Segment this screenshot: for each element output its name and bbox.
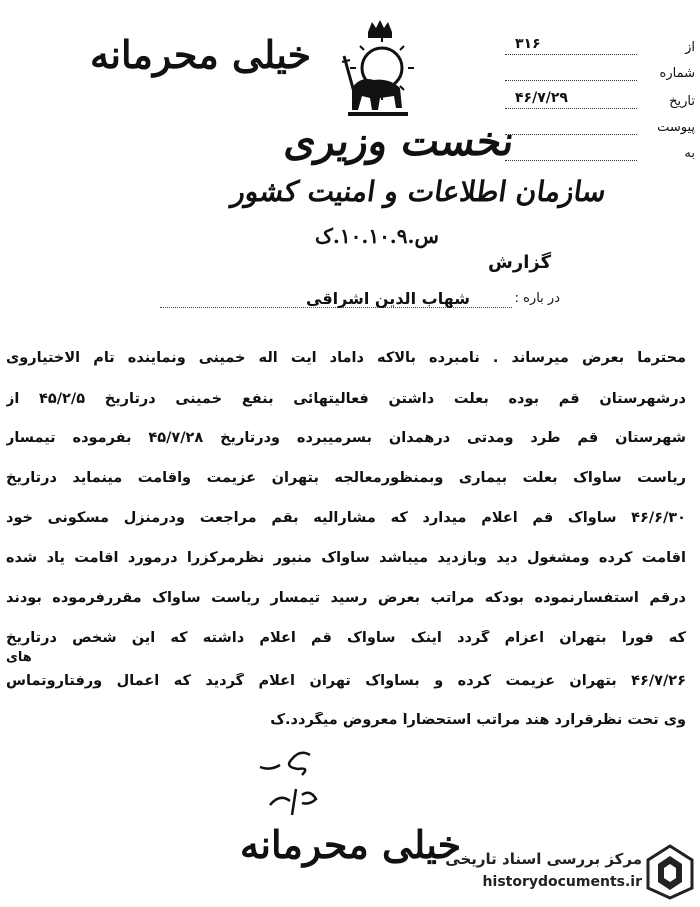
body-line: وی تحت نظرقرارد هند مراتب استحضاراً معروض میگردد.ک — [270, 712, 686, 728]
margin-note: های — [6, 650, 32, 665]
body-line: ریاست ساواک بعلت بیماری وبمنظورمعالجه بتهران عزیمت واقامت مینماید درتاریخ — [6, 470, 686, 486]
field-label: به — [684, 146, 695, 161]
field-attachment — [505, 120, 695, 140]
org-name-secondary: سازمان اطلاعات و امنیت کشور — [229, 175, 609, 208]
body-line: درشهرستان قم بوده بعلت داشتن فعالیتهائی بنفع خمینی درتاریخ ۴۵/۲/۵ از — [6, 391, 686, 407]
field-number — [505, 66, 695, 86]
body-line: درقم استفسارنموده بودکه مراتب بعرض رسید تیمسار ریاست ساواک مقررفرموده بودند — [6, 590, 686, 606]
field-value: ۴۶/۷/۲۹ — [515, 90, 568, 106]
reference-code: س.۱۰.۱۰.۹.ک — [315, 224, 439, 248]
body-line: ۴۶/۶/۳۰ ساواک قم اعلام میدارد که مشارالیه بقم مراجعت ودرمنزل مسکونی خود — [6, 510, 686, 526]
classification-stamp-top: خیلی محرمانه — [90, 32, 312, 77]
field-from — [505, 36, 695, 60]
field-dotted-line — [505, 108, 637, 109]
field-dotted-line — [505, 80, 637, 81]
watermark — [410, 836, 700, 907]
watermark-name: مرکز بررسی اسناد تاریخی — [445, 850, 642, 868]
body-line: اقامت کرده ومشغول دید وبازدید میباشد ساواک منبور نظرمرکزرا درمورد اقامت یاد شده — [6, 550, 686, 566]
lion-and-sun-icon — [340, 18, 420, 128]
field-dotted-line — [505, 54, 637, 55]
field-to — [505, 146, 695, 166]
body-line: که فوراً بتهران اعزام گردد اینک ساواک قم اعلام داشته که این شخص درتاریخ — [6, 630, 686, 646]
watermark-url: historydocuments.ir — [482, 874, 642, 890]
field-label: از — [685, 40, 695, 55]
subject-value: شهاب الدین اشراقی — [306, 289, 470, 308]
archive-logo-icon — [646, 844, 694, 900]
report-title: گزارش — [488, 252, 552, 273]
field-label: شماره — [659, 66, 695, 81]
body-line: محترماً بعرض میرساند . نامبرده بالاکه داماد ایت اله خمینی ونماینده تام الاختیاروی — [6, 350, 686, 366]
field-value: ۳۱۶ — [515, 36, 541, 52]
org-name-primary: نخست وزیری — [281, 118, 518, 165]
body-line: شهرستان قم طرد ومدتی درهمدان بسرمیبرده ودرتاریخ ۴۵/۷/۲۸ بفرموده تیمسار — [6, 430, 686, 446]
field-label: تاریخ — [669, 94, 695, 109]
field-label: پیوست — [657, 120, 695, 135]
field-dotted-line — [505, 160, 637, 161]
field-date — [505, 90, 695, 114]
subject-label: در باره : — [514, 291, 560, 306]
field-dotted-line — [505, 134, 637, 135]
classification-stamp-bottom: خیلی محرمانه — [240, 822, 462, 867]
handwritten-signature-icon — [240, 745, 340, 825]
subject-row — [160, 291, 560, 313]
body-line: ۴۶/۷/۲۶ بتهران عزیمت کرده و بساواک تهران اعلام گردید که اعمال ورفتاروتماس — [6, 673, 686, 689]
